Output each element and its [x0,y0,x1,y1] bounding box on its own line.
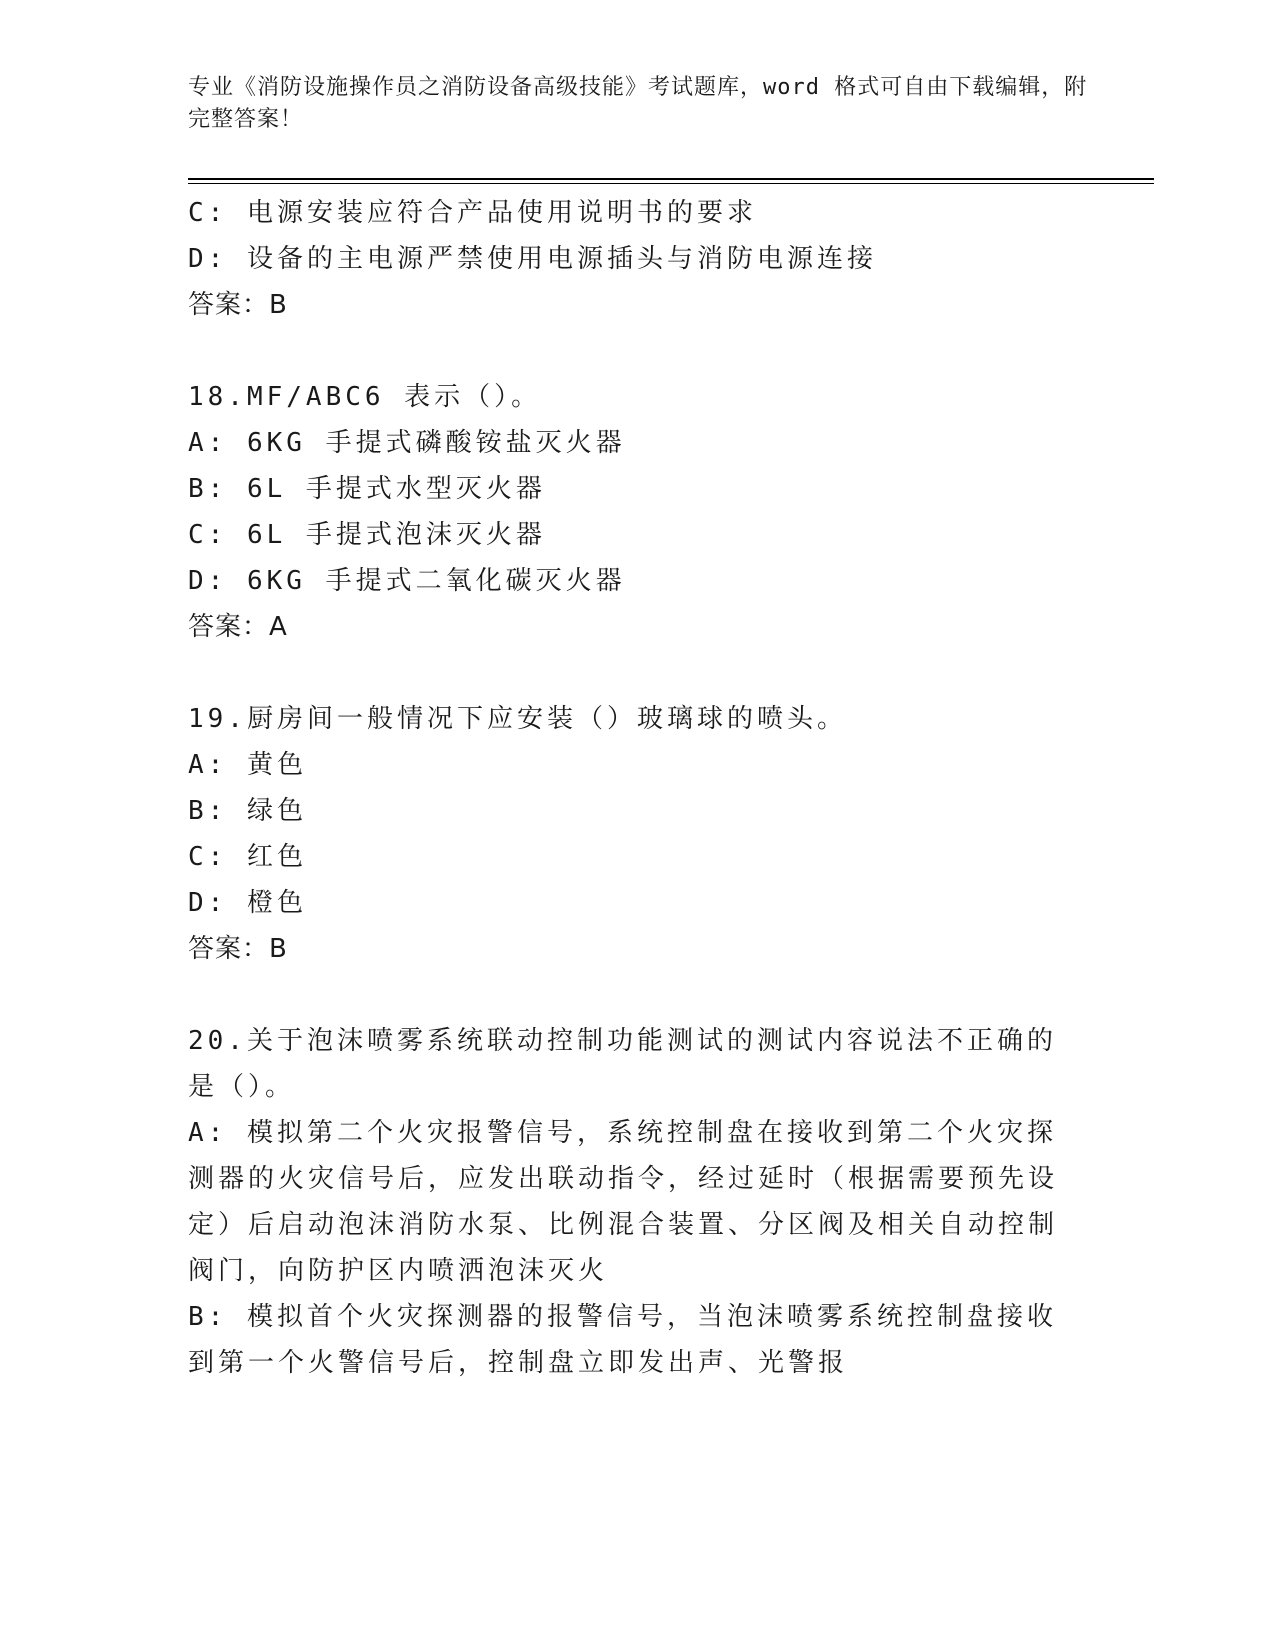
option-b: B: 模拟首个火灾探测器的报警信号，当泡沫喷雾系统控制盘接收到第一个火警信号后，控制盘立即发出声、光警报 [188,1302,1057,1378]
question-20: 20.关于泡沫喷雾系统联动控制功能测试的测试内容说法不正确的是（）。 [188,1026,1057,1102]
option-c: C: 6L 手提式泡沫灭火器 [188,520,546,550]
header-rule-thick [188,178,1154,180]
option-a: A: 6KG 手提式磷酸铵盐灭火器 [188,428,626,458]
option-b: B: 绿色 [188,796,307,826]
page-header: 专业《消防设施操作员之消防设备高级技能》考试题库，word 格式可自由下载编辑，附完整答案！ [188,75,1088,132]
option-a: A: 黄色 [188,750,307,780]
question-19: 19.厨房间一般情况下应安装（）玻璃球的喷头。 [188,704,847,734]
answer: 答案：B [188,290,288,320]
option-b: B: 6L 手提式水型灭火器 [188,474,546,504]
answer: 答案：B [188,934,288,964]
option-c: C: 电源安装应符合产品使用说明书的要求 [188,198,757,228]
option-d: D: 6KG 手提式二氧化碳灭火器 [188,566,626,596]
option-d: D: 设备的主电源严禁使用电源插头与消防电源连接 [188,244,877,274]
option-c: C: 红色 [188,842,307,872]
question-content [188,190,1068,1386]
question-18: 18.MF/ABC6 表示（）。 [188,382,542,412]
header-rule-thin [188,183,1154,184]
answer: 答案：A [188,612,288,642]
option-d: D: 橙色 [188,888,307,918]
option-a: A: 模拟第二个火灾报警信号，系统控制盘在接收到第二个火灾探测器的火灾信号后，应发出联动指令，经过延时（根据需要预先设定）后启动泡沫消防水泵、比例混合装置、分区阀及相关自动控制阀门，向防护区内喷洒泡沫灭火 [188,1118,1059,1286]
